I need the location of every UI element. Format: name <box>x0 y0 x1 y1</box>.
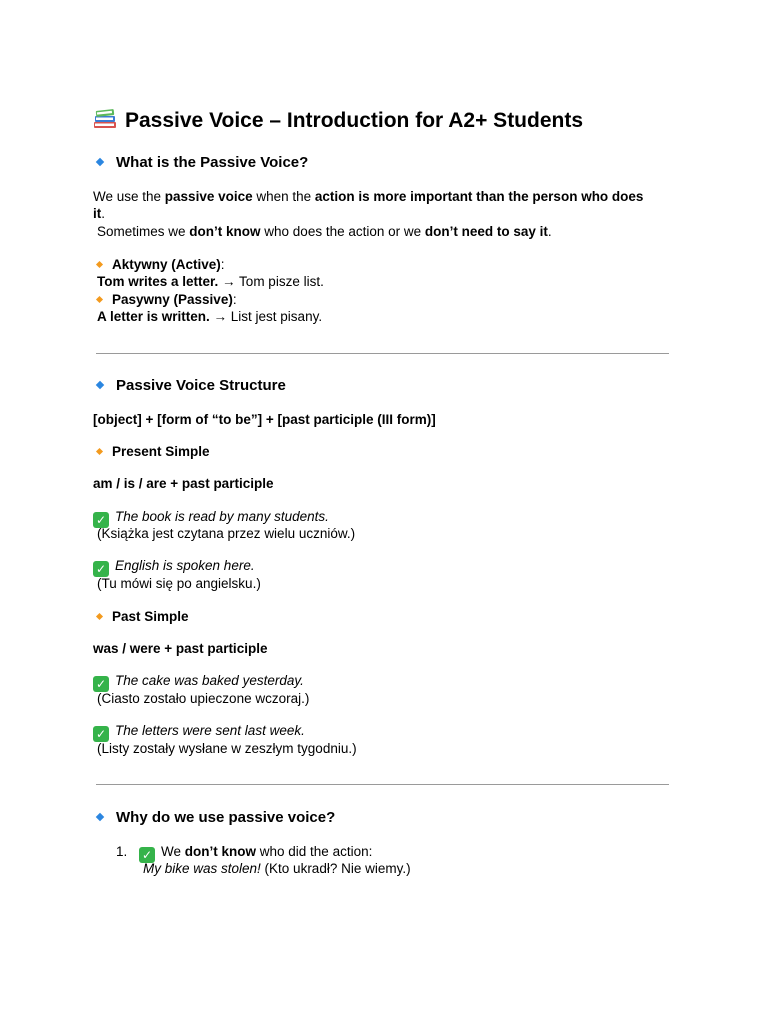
page-title <box>93 107 583 135</box>
books-icon <box>93 108 117 130</box>
passive-label: Pasywny (Passive): <box>93 291 237 309</box>
section-heading-structure: Passive Voice Structure <box>93 376 286 396</box>
list-item-example: My bike was stolen! (Kto ukradł? Nie wiemy.) <box>143 861 411 876</box>
example-en: ✓ The letters were sent last week. <box>93 722 305 742</box>
blue-diamond-icon <box>96 813 104 821</box>
example-pl: (Listy zostały wysłane w zeszłym tygodniu.) <box>97 741 357 756</box>
example-pl: (Tu mówi się po angielsku.) <box>97 576 261 591</box>
blue-diamond-icon <box>96 158 104 166</box>
orange-diamond-icon <box>96 613 103 620</box>
example-en: ✓ The book is read by many students. <box>93 508 329 528</box>
blue-diamond-icon <box>96 381 104 389</box>
present-simple-label: Present Simple <box>93 443 210 461</box>
check-mark-icon: ✓ <box>93 512 109 528</box>
check-mark-icon: ✓ <box>93 561 109 577</box>
check-mark-icon: ✓ <box>93 726 109 742</box>
example-en: ✓ The cake was baked yesterday. <box>93 672 304 692</box>
past-simple-label: Past Simple <box>93 608 189 626</box>
section-heading-what-is: What is the Passive Voice? <box>93 153 308 173</box>
active-label: Aktywny (Active): <box>93 256 225 274</box>
active-example: Tom writes a letter. → Tom pisze list. <box>97 274 324 289</box>
list-item: ✓ We don’t know who did the action: <box>139 843 372 863</box>
page-title-text: Passive Voice – Introduction for A2+ Students <box>125 109 584 132</box>
list-item-number: 1. <box>116 844 128 859</box>
intro-line-1: We use the passive voice when the action is more important than the person who does <box>93 189 644 204</box>
past-simple-rule: was / were + past participle <box>93 641 268 656</box>
structure-formula: [object] + [form of “to be”] + [past participle (III form)] <box>93 412 436 427</box>
check-mark-icon: ✓ <box>93 676 109 692</box>
orange-diamond-icon <box>96 296 103 303</box>
passive-example: A letter is written. → List jest pisany. <box>97 309 323 324</box>
intro-line-1-cont: it. <box>93 206 106 221</box>
section-heading-why: Why do we use passive voice? <box>93 808 335 828</box>
example-en: ✓ English is spoken here. <box>93 557 255 577</box>
present-simple-rule: am / is / are + past participle <box>93 476 274 491</box>
example-pl: (Książka jest czytana przez wielu uczniów.) <box>97 526 356 541</box>
orange-diamond-icon <box>96 261 103 268</box>
divider <box>96 353 669 354</box>
check-mark-icon: ✓ <box>139 847 155 863</box>
example-pl: (Ciasto zostało upieczone wczoraj.) <box>97 691 310 706</box>
orange-diamond-icon <box>96 448 103 455</box>
divider <box>96 784 669 785</box>
intro-line-2: Sometimes we don’t know who does the action or we don’t need to say it. <box>97 224 552 239</box>
